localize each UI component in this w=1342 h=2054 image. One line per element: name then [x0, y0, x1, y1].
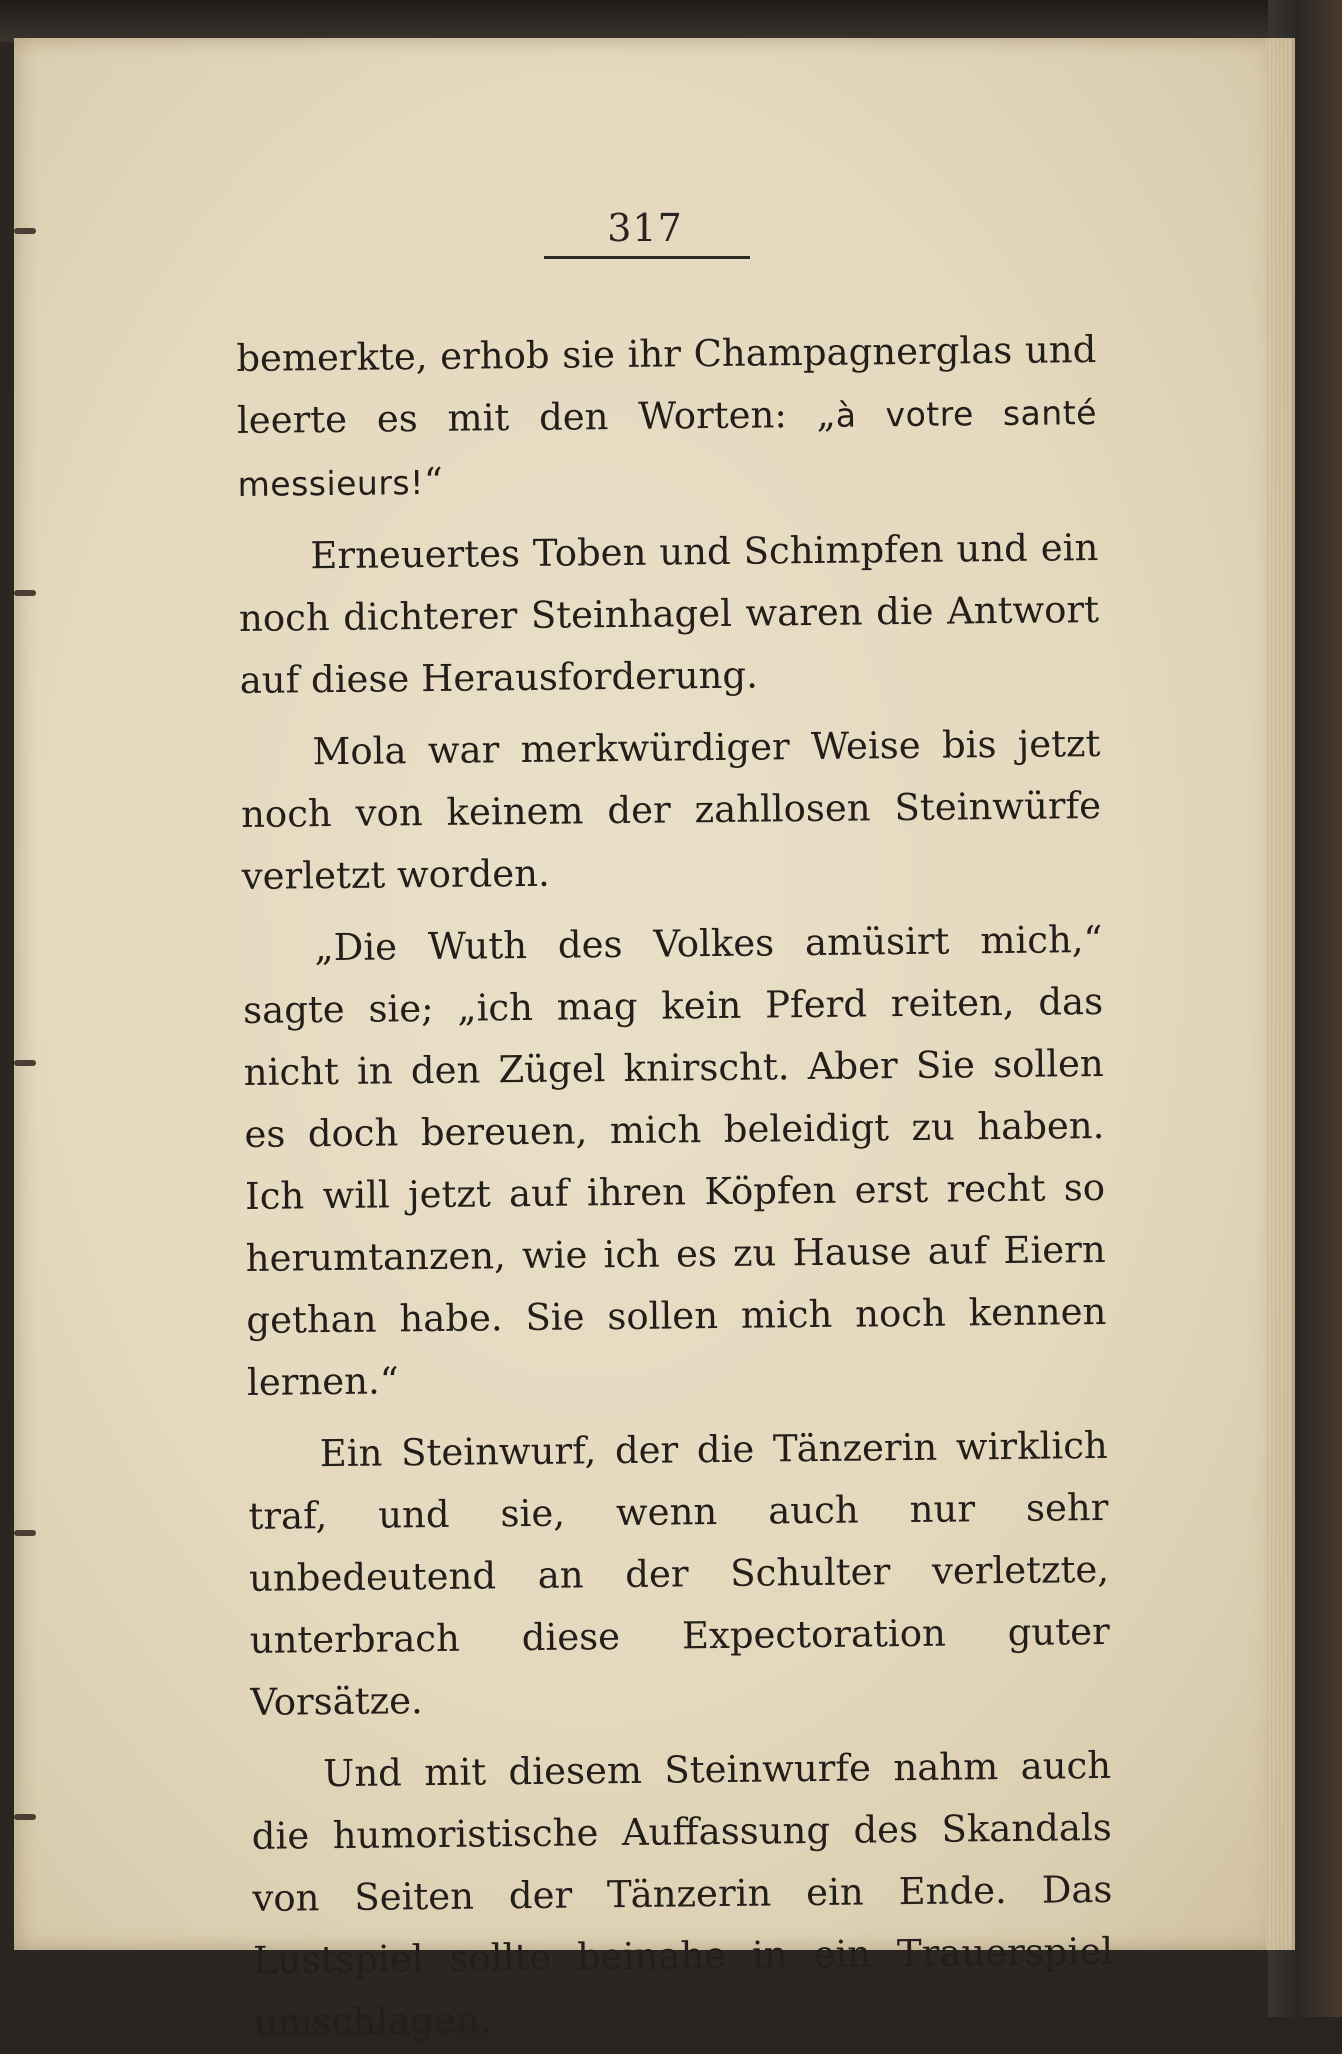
paragraph: Erneuertes Toben und Schimpfen und ein noch dichterer Steinhagel waren die Antwort auf diese Herausforderung. [238, 525, 1100, 702]
closing-quote: “ [423, 459, 443, 504]
paragraph: Ein Steinwurf, der die Tänzerin wirklich traf, und sie, wenn auch nur sehr unbedeutend an der Schulter verletzte, unterbrach diese Expectoration guter Vorsätze. [248, 1423, 1110, 1724]
book-page [14, 38, 1295, 2044]
binding-stitch [14, 590, 36, 596]
page-number: 317 [607, 206, 683, 250]
paragraph-text: bemerkte, erhob sie ihr Champagnerglas und leerte es mit den Worten: „ [236, 327, 1097, 442]
paragraph: Mola war merkwürdiger Weise bis jetzt noch von keinem der zahllosen Steinwürfe verletzt worden. [240, 721, 1102, 898]
paragraph [236, 319, 1098, 516]
binding-stitch [14, 1060, 36, 1066]
header-rule [544, 256, 750, 259]
page-body [236, 319, 1114, 2054]
french-quote: à votre santé messieurs! [237, 392, 1098, 504]
paragraph: „Die Wuth des Volkes amüsirt mich,“ sagte sie; „ich mag kein Pferd reiten, das nicht in den Zügel knirscht. Aber Sie sollen es doch bereuen, mich beleidigt zu haben. Ich will jetzt auf ihren Köpfen erst recht so herumtanzen, wie ich es zu Hause auf Eiern gethan habe. Sie sollen mich noch kennen lernen.“ [242, 917, 1107, 1404]
paragraph: Und mit diesem Steinwurfe nahm auch die humoristische Auffassung des Skandals von Seiten der Tänzerin ein Ende. Das Lustspiel sollte beinahe in ein Trauerspiel umschlagen. [251, 1743, 1114, 2044]
binding-stitch [14, 1530, 36, 1536]
book-cover-edge-top [0, 0, 1342, 42]
binding-stitch [14, 1814, 36, 1820]
page-edges [1266, 38, 1292, 1950]
